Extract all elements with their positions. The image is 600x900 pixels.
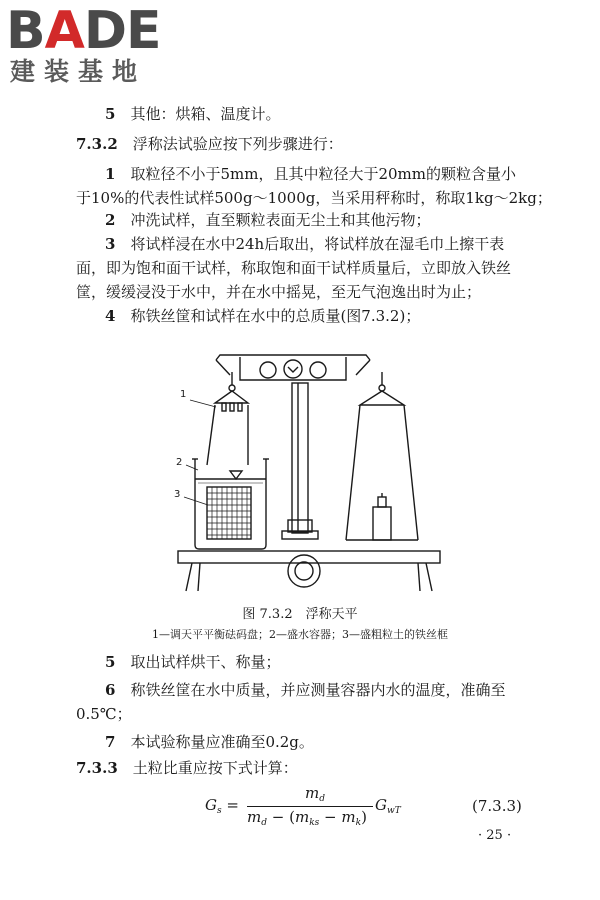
formula-numerator: $m_d$ [305,784,325,804]
formula-tail: $G_{wT}$ [375,796,401,816]
text-line: 于10%的代表性试样500g～1000g，当采用秤称时，称取1kg～2kg； [76,189,552,207]
balance-figure [170,345,450,595]
logo-wordmark: BADE [6,1,161,61]
text-line: 3 将试样浸在水中24h后取出，将试样放在湿毛巾上擦干表 [105,235,505,253]
figure-label-1: 1 [180,389,187,400]
section-heading: 7.3.2 浮称法试验应按下列步骤进行： [76,135,343,153]
text-line: 0.5℃； [76,705,132,723]
formula-lhs: $G_s$ = [205,796,239,816]
text-line: 筐，缓缓浸没于水中，并在水中摇晃，至无气泡逸出时为止； [76,283,482,301]
text-line: 面，即为饱和面干试样，称取饱和面干试样质量后，立即放入铁丝 [76,259,512,277]
formula-number: (7.3.3) [472,797,522,815]
text-line: 2 冲洗试样，直至颗粒表面无尘土和其他污物； [105,211,431,229]
fraction-bar [247,806,373,807]
figure-legend: 1—调天平平衡砝码盘；2—盛水容器；3—盛粗粒土的铁丝框 [152,628,448,641]
formula-denominator: $m_d - (m_{ks} - m_k)$ [247,808,367,828]
text-line: 7 本试验称量应准确至0.2g。 [105,733,314,751]
figure-label-2: 2 [176,457,183,468]
text-line: 4 称铁丝筐和试样在水中的总质量(图7.3.2)； [105,307,421,325]
section-heading: 7.3.3 土粒比重应按下式计算： [76,759,298,777]
figure-caption: 图 7.3.2 浮称天平 [242,607,358,622]
page-number: · 25 · [478,828,512,843]
logo-subtitle: 建装基地 [10,57,147,86]
text-line: 6 称铁丝筐在水中质量，并应测量容器内水的温度，准确至 [105,681,506,699]
text-line: 5 取出试样烘干、称量； [105,653,281,671]
figure-label-3: 3 [174,489,181,500]
text-line: 5 其他：烘箱、温度计。 [105,105,281,123]
text-line: 1 取粒径不小于5mm，且其中粒径大于20mm的颗粒含量小 [105,165,516,183]
logo [6,2,186,88]
